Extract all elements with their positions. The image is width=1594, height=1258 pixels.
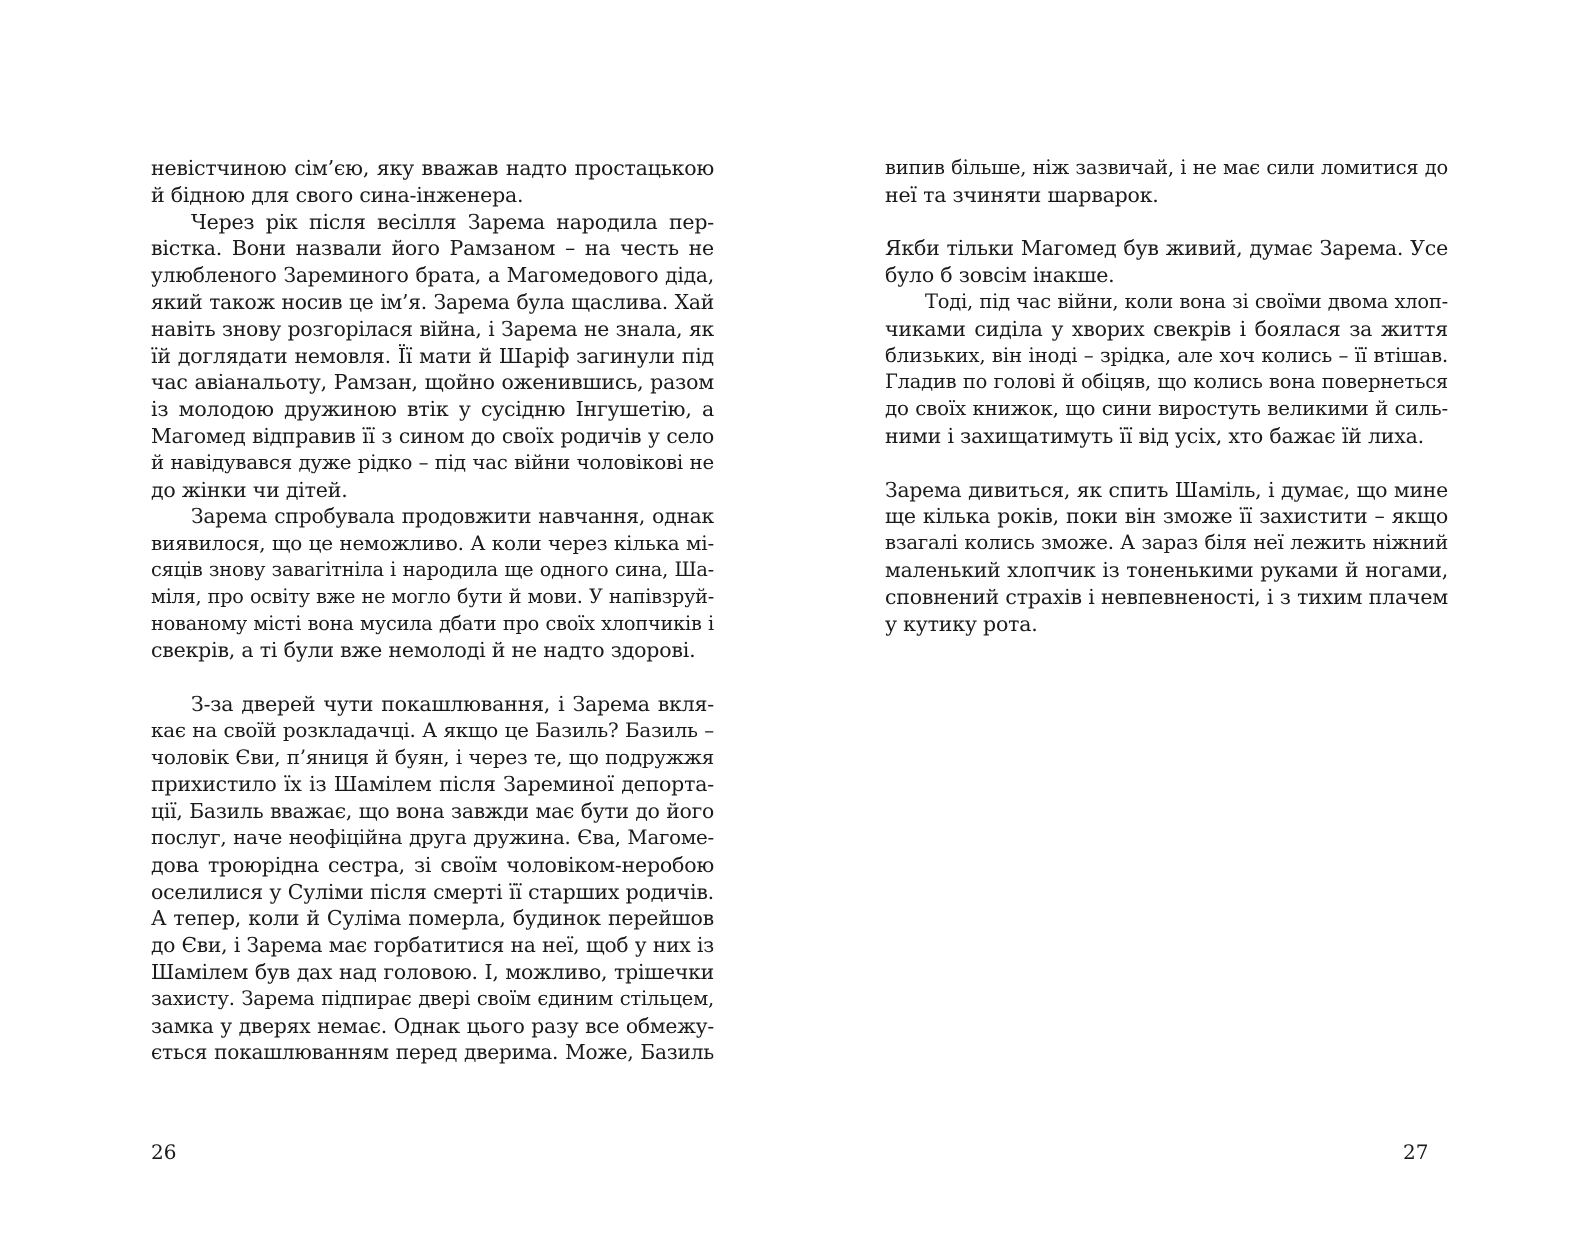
text-line: сяців знову завагітніла і народила ще одного сина, Ша- xyxy=(151,557,714,581)
text-line: випив більше, ніж зазвичай, і не має сили ломитися до xyxy=(885,156,1448,179)
text-line: невістчиною сім’єю, яку вважав надто простацькою xyxy=(151,156,714,180)
text-line: вістка. Вони назвали його Рамзаном – на честь не xyxy=(151,236,714,261)
text-line: прихистило їх із Шамілем після Зареминої депорта- xyxy=(151,772,714,797)
text-line: Гладив по голові й обіцяв, що колись вона повернеться xyxy=(885,370,1448,394)
text-line: Через рік після весілля Зарема народила пер- xyxy=(191,209,714,234)
text-line: маленький хлопчик із тоненькими руками й ногами, xyxy=(885,557,1448,582)
text-line: Тоді, під час війни, коли вона зі своїми двома хлоп- xyxy=(925,289,1448,313)
text-line: навіть знову розгорілася війна, і Зарема не знала, як xyxy=(151,316,714,341)
text-line: Якби тільки Магомед був живий, думає Зарема. Усе xyxy=(885,236,1448,261)
paragraph-break xyxy=(151,664,714,691)
text-line: ними і захищатимуть її від усіх, хто бажає їй лиха. xyxy=(885,423,1424,448)
text-line: було б зовсім інакше. xyxy=(885,263,1115,288)
text-line: сповнений страхів і невпевненості, і з тихим плачем xyxy=(885,584,1448,609)
right-page xyxy=(797,0,1594,1258)
text-line: кає на своїй розкладачці. А якщо це Базиль? Базиль – xyxy=(151,718,714,742)
text-line: неї та зчиняти шарварок. xyxy=(885,182,1159,207)
text-line: час авіанальоту, Рамзан, щойно оженившись, разом xyxy=(151,370,714,395)
text-line: їй доглядати немовля. Її мати й Шаріф загинули під xyxy=(151,343,714,368)
page-number: 26 xyxy=(151,1140,177,1164)
text-line: до Єви, і Зарема має горбатитися на неї, щоб у них із xyxy=(151,933,714,958)
text-line: послуг, наче неофіційна друга дружина. Єва, Магоме- xyxy=(151,825,714,849)
page-number: 27 xyxy=(1403,1140,1429,1164)
text-line: нованому місті вона мусила дбати про своїх хлопчиків і xyxy=(151,611,714,635)
text-line: й бідною для свого сина-інженера. xyxy=(151,182,524,207)
text-line: захисту. Зарема підпирає двері своїм єдиним стільцем, xyxy=(151,986,714,1010)
text-line: ще кілька років, поки він зможе її захистити – якщо xyxy=(885,504,1448,529)
text-line: свекрів, а ті були вже немолоді й не надто здорові. xyxy=(151,638,696,663)
right-page-text xyxy=(885,155,1448,637)
paragraph-break xyxy=(885,450,1448,477)
text-line: дова троюрідна сестра, зі своїм чоловіком-неробою xyxy=(151,852,714,877)
text-line: до своїх книжок, що сини виростуть великими й силь- xyxy=(885,397,1448,421)
text-line: який також носив це ім’я. Зарема була щаслива. Хай xyxy=(151,289,714,314)
text-line: З-за дверей чути покашлювання, і Зарема вкля- xyxy=(191,691,714,716)
text-line: у кутику рота. xyxy=(885,611,1038,636)
text-line: Зарема дивиться, як спить Шаміль, і думає, що мине xyxy=(885,477,1448,502)
text-line: й навідувався дуже рідко – під час війни чоловікові не xyxy=(151,450,714,474)
text-line: Зарема спробувала продовжити навчання, однак xyxy=(191,504,714,529)
text-line: А тепер, коли й Суліма померла, будинок перейшов xyxy=(151,906,714,931)
text-line: Шамілем був дах над головою. І, можливо, трішечки xyxy=(151,959,714,984)
text-line: близьких, він іноді – зрідка, але хоч колись – її втішав. xyxy=(885,343,1448,367)
text-line: із молодою дружиною втік у сусідню Інгушетію, а xyxy=(151,397,714,422)
text-line: чиками сиділа у хворих свекрів і боялася за життя xyxy=(885,316,1448,341)
left-page-text xyxy=(151,155,714,1066)
text-line: Магомед відправив її з сином до своїх родичів у село xyxy=(151,423,714,448)
text-line: замка у дверях немає. Однак цього разу все обмежу- xyxy=(151,1013,714,1038)
text-line: міля, про освіту вже не могло бути й мови. У напівзруй- xyxy=(151,584,714,608)
paragraph-break xyxy=(885,209,1448,236)
text-line: взагалі колись зможе. А зараз біля неї лежить ніжний xyxy=(885,531,1448,555)
text-line: оселилися у Суліми після смерті її старших родичів. xyxy=(151,879,714,904)
text-line: ється покашлюванням перед дверима. Може, Базиль xyxy=(151,1040,714,1065)
text-line: виявилося, що це неможливо. А коли через кілька мі- xyxy=(151,531,714,556)
text-line: чоловік Єви, п’яниця й буян, і через те, що подружжя xyxy=(151,745,714,769)
text-line: до жінки чи дітей. xyxy=(151,477,348,502)
text-line: улюбленого Зареминого брата, а Магомедового діда, xyxy=(151,263,714,288)
text-line: ції, Базиль вважає, що вона завжди має бути до його xyxy=(151,799,714,824)
